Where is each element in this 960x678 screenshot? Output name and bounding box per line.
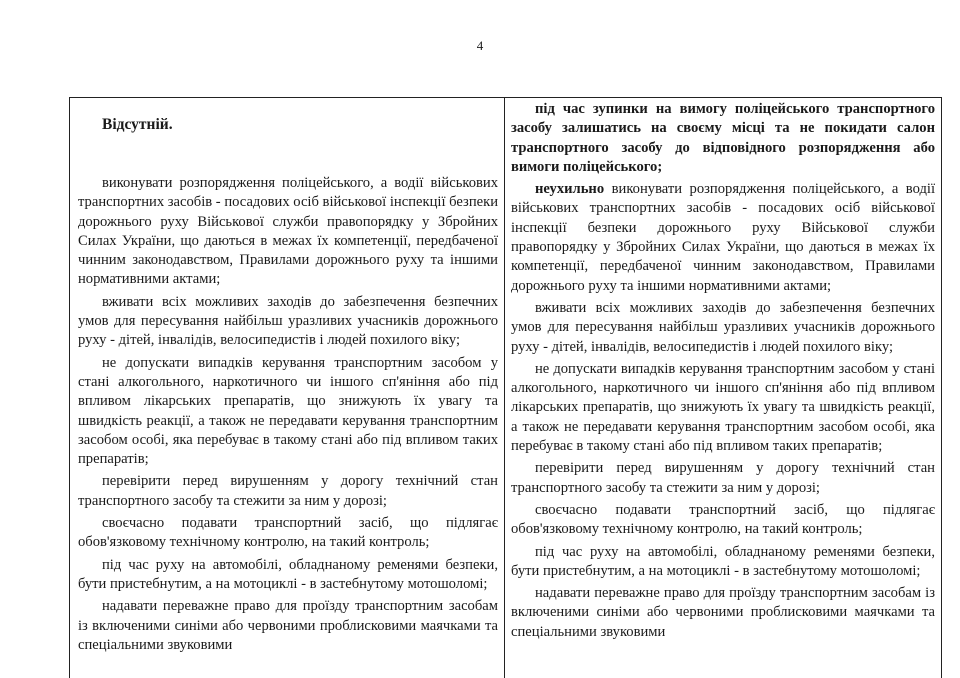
- right-column: [505, 98, 941, 678]
- left-paragraph: виконувати розпорядження поліцейського, а водії військових транспортних засобів - посадових осіб військової інспекції безпеки дорожнього руху Військової служби правопорядку у Збройних Силах України, що даються в межах їх компетенції, передбаченої чинним законодавством, Правилами дорожнього руху та іншими нормативними актами;: [78, 175, 499, 288]
- lead-rest-text: виконувати розпорядження поліцейського, а водії військових транспортних засобів - посадових осіб військової інспекції безпеки дорожнього руху Військової служби правопорядку у Збройних Силах України, що даються в межах їх компетенції, передбаченої чинним законодавством, Правилами дорожнього руху та іншими нормативними актами;: [511, 181, 935, 294]
- left-paragraph: перевірити перед вирушенням у дорогу технічний стан транспортного засобу та стежити за ним у дорозі;: [78, 473, 498, 509]
- comparison-table: [69, 97, 942, 678]
- left-paragraph: надавати переважне право для проїзду транспортним засобам із включеними синіми або червоними проблисковими маячками та спеціальними звуковими: [78, 598, 498, 653]
- right-paragraph: перевірити перед вирушенням у дорогу технічний стан транспортного засобу та стежити за ним у дорозі;: [511, 460, 935, 496]
- right-paragraph: своєчасно подавати транспортний засіб, що підлягає обов'язковому технічному контролю, на такий контроль;: [511, 501, 935, 538]
- left-paragraph: під час руху на автомобілі, обладнаному ременями безпеки, бути пристебнутим, а на мотоциклі - в застебнутому мотошоломі;: [78, 556, 498, 592]
- right-paragraph-lead: [511, 180, 935, 296]
- right-paragraph: вживати всіх можливих заходів до забезпечення безпечних умов для пересування найбільш уразливих учасників дорожнього руху - дітей, інвалідів, велосипедистів і людей похилого віку;: [511, 299, 935, 355]
- page-number: 4: [476, 38, 484, 53]
- right-paragraph: під час руху на автомобілі, обладнаному ременями безпеки, бути пристебнутим, а на мотоциклі - в застебнутому мотошоломі;: [511, 543, 935, 579]
- left-paragraph: своєчасно подавати транспортний засіб, що підлягає обов'язковому технічному контролю, на такий контроль;: [78, 515, 498, 551]
- right-paragraph: надавати переважне право для проїзду транспортним засобам із включеними синіми або червоними проблисковими маячками та спеціальними звуковими: [511, 585, 935, 640]
- right-bold-paragraph: під час зупинки на вимогу поліцейського транспортного засобу залишатись на своєму місці та не покидати салон транспортного засобу до відповідного розпорядження або вимоги поліцейського;: [511, 101, 935, 175]
- absent-label: Відсутній.: [102, 116, 173, 133]
- left-paragraph: не допускати випадків керування транспортним засобом у стані алкогольного, наркотичного чи іншого сп'яніння або під впливом лікарських препаратів, що знижують їх увагу та швидкість реакції, а також не передавати керування транспортним засобом особі, яка перебуває в такому стані або під впливом таких препаратів;: [78, 354, 498, 468]
- left-paragraph: вживати всіх можливих заходів до забезпечення безпечних умов для пересування найбільш уразливих учасників дорожнього руху - дітей, інвалідів, велосипедистів і людей похилого віку;: [78, 293, 498, 349]
- left-column: [70, 98, 505, 678]
- lead-bold-word: неухильно: [535, 181, 605, 198]
- right-paragraph: не допускати випадків керування транспортним засобом у стані алкогольного, наркотичного чи іншого сп'яніння або під впливом лікарських препаратів, що знижують їх увагу та швидкість реакції, а також не передавати керування транспортним засобом особі, яка перебуває в такому стані або під впливом таких препаратів;: [511, 360, 935, 455]
